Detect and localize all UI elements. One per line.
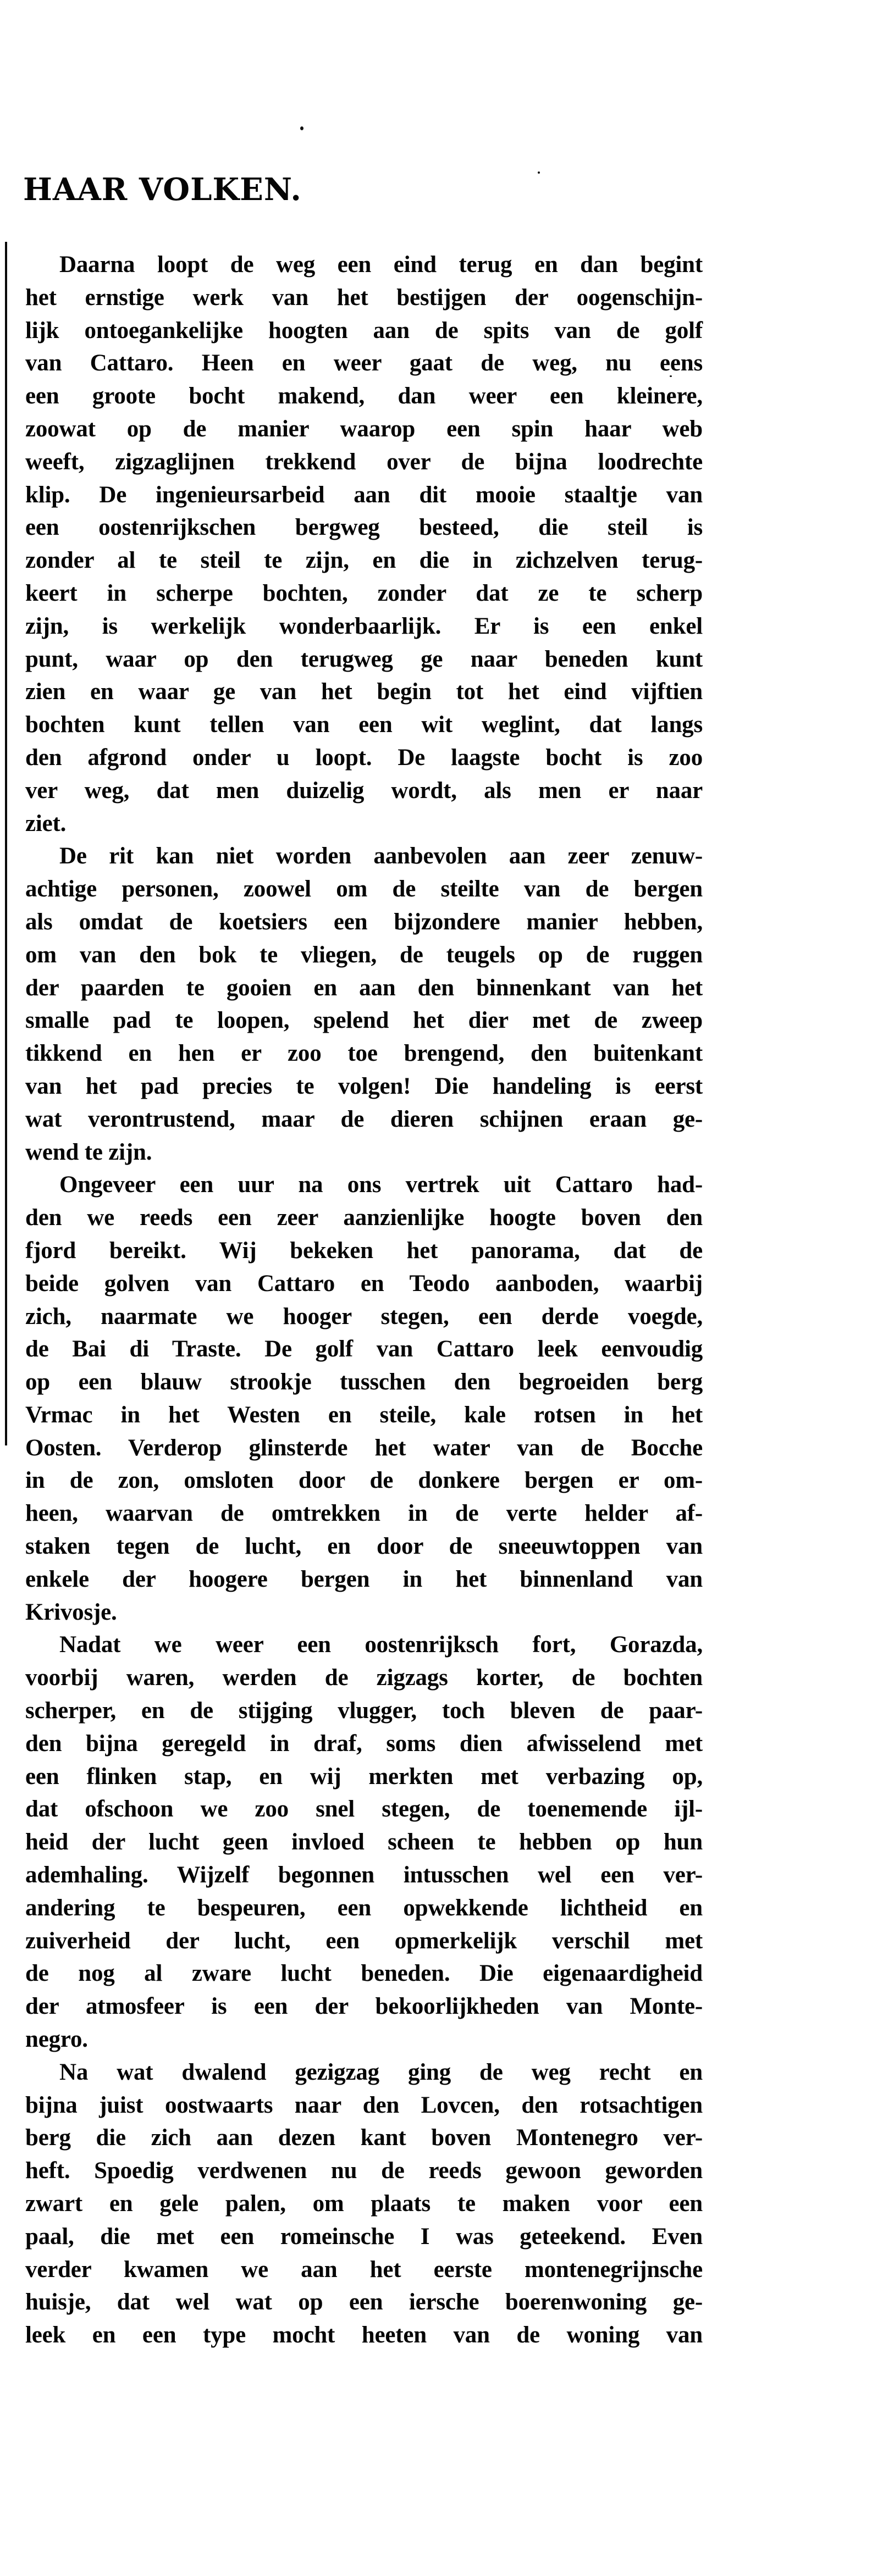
text-line: zonder al te steil te zijn, en die in zichzelven terug- [25, 547, 703, 574]
text-line: wat verontrustend, maar de dieren schijnen eraan ge- [25, 1106, 703, 1132]
text-line: zijn, is werkelijk wonderbaarlijk. Er is een enkel [25, 613, 703, 639]
text-line: Daarna loopt de weg een eind terug en dan begint [59, 252, 703, 278]
text-line: zoowat op de manier waarop een spin haar web [25, 416, 703, 442]
text-line: ademhaling. Wijzelf begonnen intusschen wel een ver- [25, 1862, 703, 1888]
text-line: zien en waar ge van het begin tot het eind vijftien [25, 679, 703, 705]
text-line: Oosten. Verderop glinsterde het water van de Bocche [25, 1434, 703, 1461]
text-line: tikkend en hen er zoo toe brengend, den buitenkant [25, 1040, 703, 1067]
text-line: de Bai di Traste. De golf van Cattaro leek eenvoudig [25, 1336, 703, 1362]
text-line: bijna juist oostwaarts naar den Lovcen, den rotsachtigen [25, 2092, 703, 2118]
text-line: heft. Spoedig verdwenen nu de reeds gewoon geworden [25, 2158, 703, 2184]
text-line: beide golven van Cattaro en Teodo aanboden, waarbij [25, 1270, 703, 1297]
text-line: weeft, zigzaglijnen trekkend over de bijna loodrechte [25, 448, 703, 475]
text-line: van Cattaro. Heen en weer gaat de weg, nu eens [25, 350, 703, 376]
text-line: Nadat we weer een oostenrijksch fort, Gorazda, [59, 1632, 703, 1658]
text-line: scherper, en de stijging vlugger, toch bleven de paar- [25, 1698, 703, 1724]
text-line: staken tegen de lucht, en door de sneeuwtoppen van [25, 1533, 703, 1560]
scan-speck [300, 126, 303, 130]
text-line: keert in scherpe bochten, zonder dat ze te scherp [25, 580, 703, 606]
text-line: om van den bok te vliegen, de teugels op de ruggen [25, 941, 703, 968]
text-line: heid der lucht geen invloed scheen te hebben op hun [25, 1829, 703, 1855]
scan-speck [538, 171, 540, 174]
text-line: een flinken stap, en wij merkten met verbazing op, [25, 1763, 703, 1790]
paragraph [25, 1628, 703, 2056]
text-line: het ernstige werk van het bestijgen der oogenschijn- [25, 284, 703, 311]
text-line: een groote bocht makend, dan weer een kleinere, [25, 383, 703, 409]
text-line: punt, waar op den terugweg ge naar beneden kunt [25, 646, 703, 672]
text-line: wend te zijn. [25, 1139, 152, 1165]
text-line: Na wat dwalend gezigzag ging de weg recht en [59, 2059, 703, 2085]
text-line: ziet. [25, 810, 67, 836]
left-margin-rule [5, 242, 7, 1445]
body-text [25, 248, 703, 2352]
paragraph [25, 1168, 703, 1628]
text-line: Krivosje. [25, 1599, 117, 1625]
text-line: andering te bespeuren, een opwekkende lichtheid en [25, 1894, 703, 1921]
text-line: bochten kunt tellen van een wit weglint, dat langs [25, 712, 703, 738]
text-line: zich, naarmate we hooger stegen, een derde voegde, [25, 1303, 703, 1329]
text-line: verder kwamen we aan het eerste montenegrijnsche [25, 2256, 703, 2283]
text-line: zwart en gele palen, om plaats te maken voor een [25, 2191, 703, 2217]
text-line: ver weg, dat men duizelig wordt, als men er naar [25, 777, 703, 804]
text-line: negro. [25, 2026, 88, 2053]
text-line: een oostenrijkschen bergweg besteed, die steil is [25, 514, 703, 541]
text-line: leek en een type mocht heeten van de woning van [25, 2322, 703, 2348]
running-header: HAAR VOLKEN. [23, 171, 302, 208]
text-line: klip. De ingenieursarbeid aan dit mooie staaltje van [25, 481, 703, 508]
text-line: huisje, dat wel wat op een iersche boerenwoning ge- [25, 2289, 703, 2315]
text-line: den afgrond onder u loopt. De laagste bocht is zoo [25, 744, 703, 771]
text-line: fjord bereikt. Wij bekeken het panorama, dat de [25, 1237, 703, 1264]
text-line: de nog al zware lucht beneden. Die eigenaardigheid [25, 1960, 703, 1987]
text-line: heen, waarvan de omtrekken in de verte helder af- [25, 1500, 703, 1527]
text-line: den we reeds een zeer aanzienlijke hoogte boven den [25, 1205, 703, 1231]
text-line: in de zon, omsloten door de donkere bergen er om- [25, 1467, 703, 1494]
text-line: paal, die met een romeinsche I was geteekend. Even [25, 2223, 703, 2250]
text-line: van het pad precies te volgen! Die handeling is eerst [25, 1073, 703, 1099]
text-line: lijk ontoegankelijke hoogten aan de spits van de golf [25, 317, 703, 344]
paragraph [25, 840, 703, 1168]
text-line: Ongeveer een uur na ons vertrek uit Cattaro had- [59, 1172, 703, 1198]
text-line: smalle pad te loopen, spelend het dier met de zweep [25, 1007, 703, 1034]
text-line: voorbij waren, werden de zigzags korter, de bochten [25, 1665, 703, 1691]
text-line: berg die zich aan dezen kant boven Montenegro ver- [25, 2125, 703, 2151]
text-line: enkele der hoogere bergen in het binnenland van [25, 1566, 703, 1592]
text-line: achtige personen, zoowel om de steilte van de bergen [25, 876, 703, 902]
text-line: Vrmac in het Westen en steile, kale rotsen in het [25, 1401, 703, 1428]
text-line: op een blauw strookje tusschen den begroeiden berg [25, 1369, 703, 1395]
text-line: dat ofschoon we zoo snel stegen, de toenemende ijl- [25, 1796, 703, 1822]
paragraph [25, 2056, 703, 2352]
text-line: der atmosfeer is een der bekoorlijkheden van Monte- [25, 1993, 703, 2020]
text-line: als omdat de koetsiers een bijzondere manier hebben, [25, 908, 703, 935]
text-line: der paarden te gooien en aan den binnenkant van het [25, 974, 703, 1001]
paragraph [25, 248, 703, 840]
text-line: den bijna geregeld in draf, soms dien afwisselend met [25, 1730, 703, 1757]
text-line: zuiverheid der lucht, een opmerkelijk verschil met [25, 1927, 703, 1954]
text-line: De rit kan niet worden aanbevolen aan zeer zenuw- [59, 843, 703, 869]
